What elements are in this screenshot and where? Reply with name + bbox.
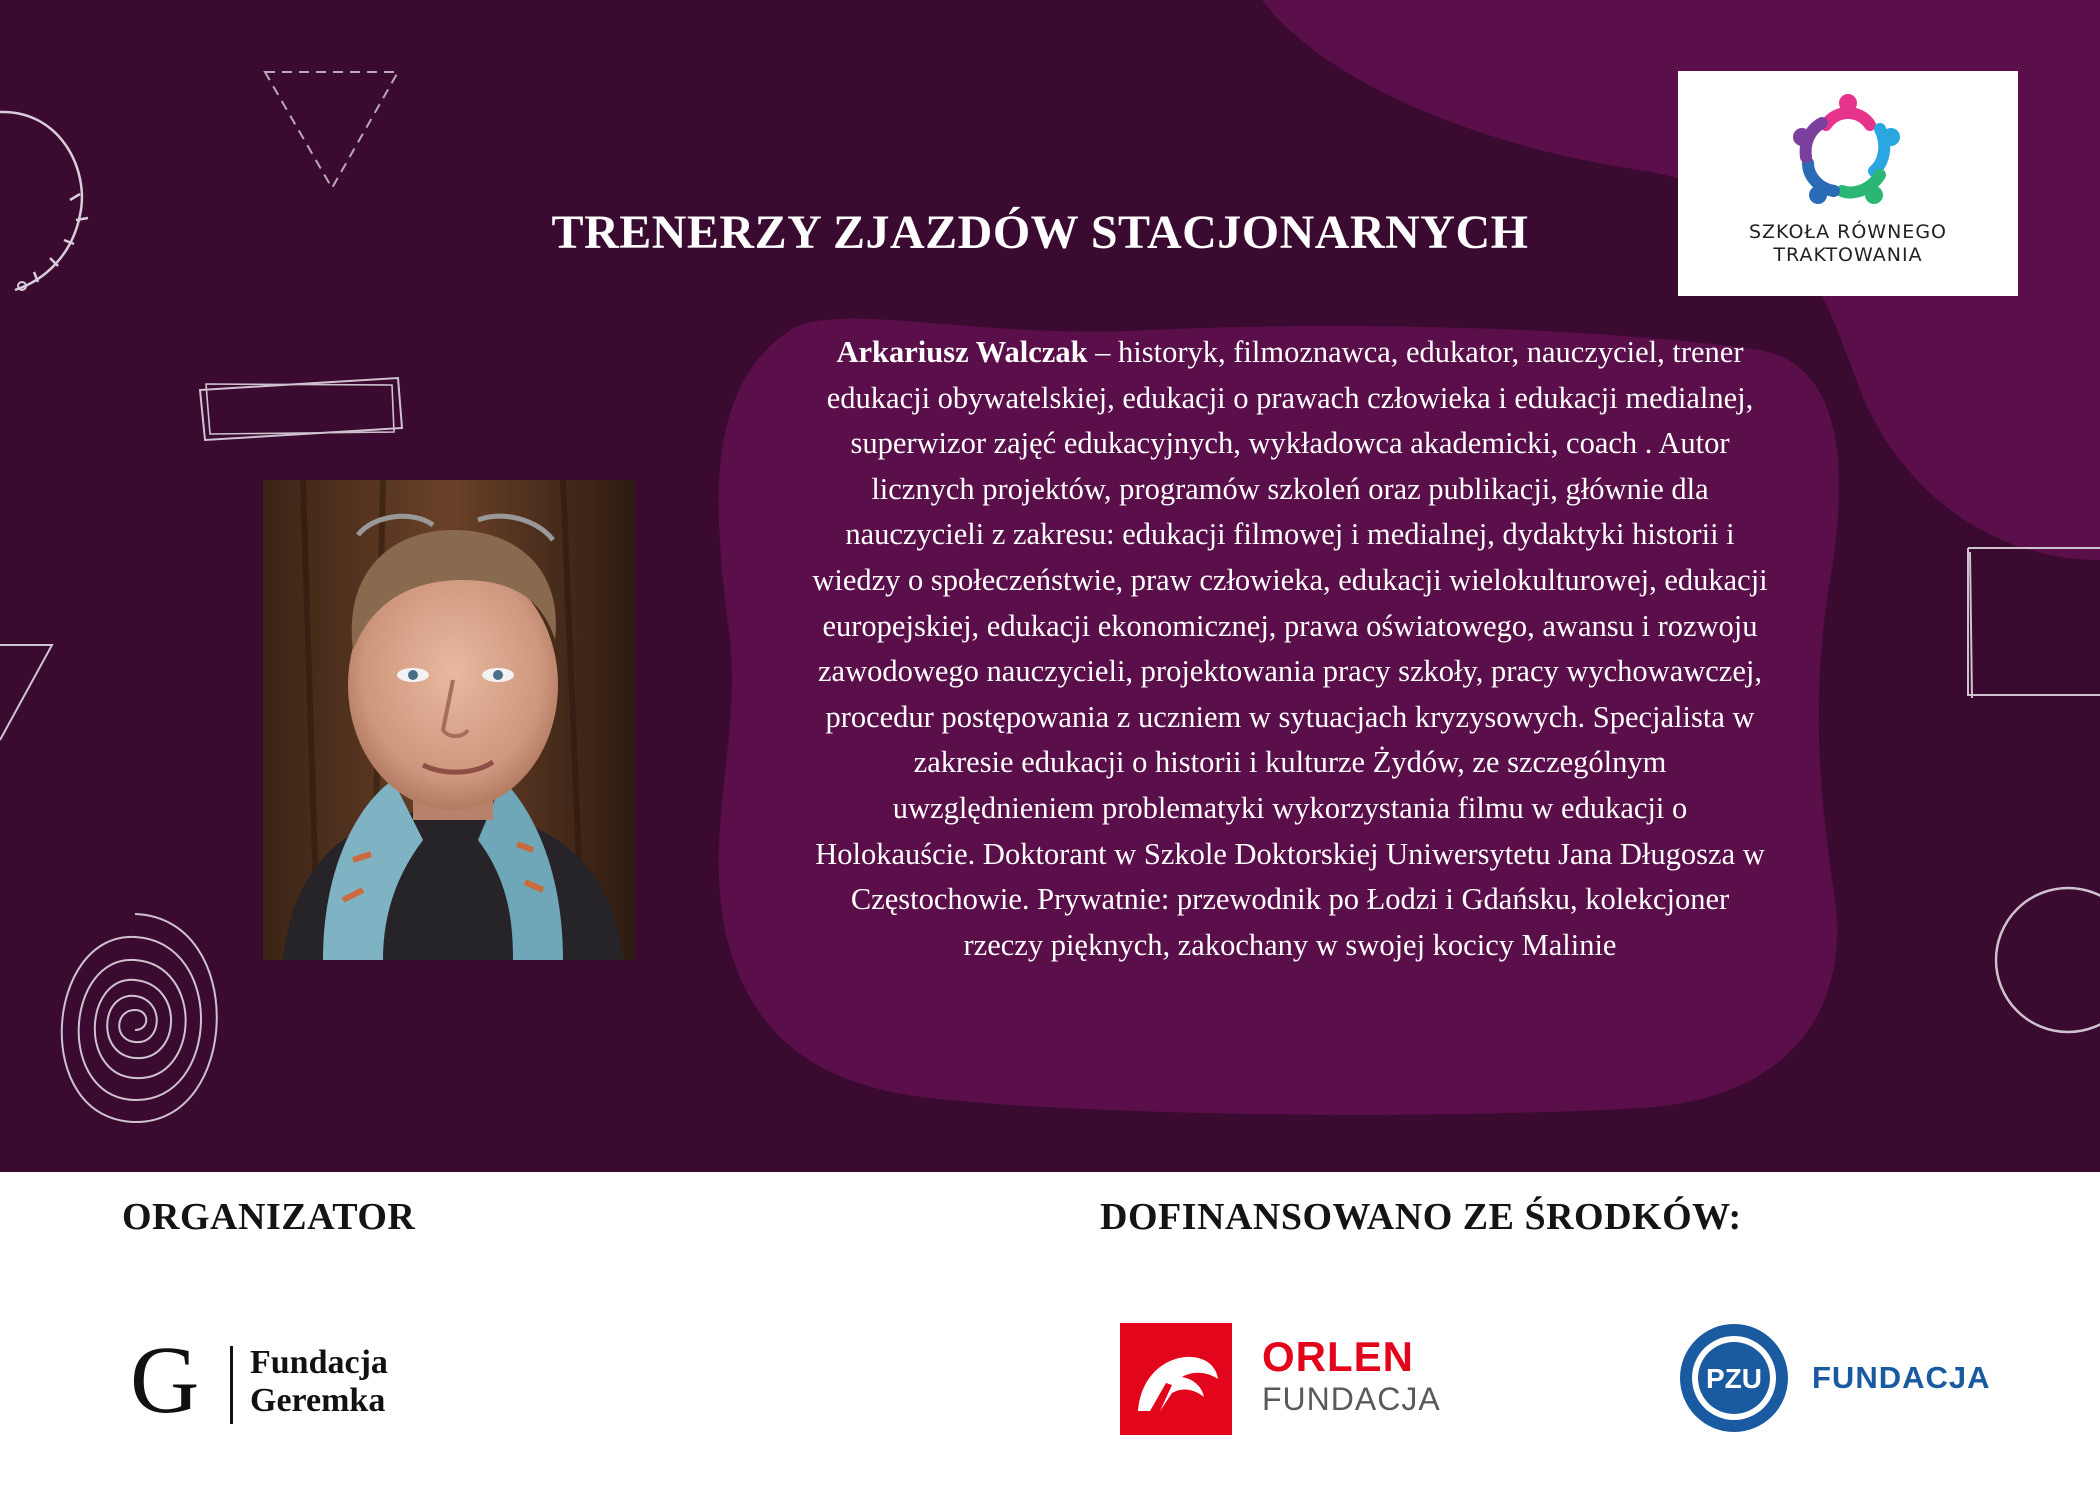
- geremka-line-1: Fundacja: [250, 1344, 388, 1381]
- orlen-word: ORLEN: [1262, 1333, 1414, 1380]
- pzu-circle-icon: [1678, 1322, 1790, 1434]
- orlen-eagle-icon: [1120, 1323, 1232, 1435]
- people-circle-icon: [1788, 91, 1908, 211]
- logo-line-1: SZKOŁA RÓWNEGO: [1748, 221, 1947, 243]
- szkola-rownego-traktowania-logo: [1678, 71, 2018, 296]
- logo-line-2: TRAKTOWANIA: [1773, 244, 1923, 266]
- trainer-bio: [810, 330, 1770, 968]
- orlen-fundacja-word: FUNDACJA: [1262, 1381, 1441, 1417]
- funding-label: DOFINANSOWANO ZE ŚRODKÓW:: [1100, 1196, 1742, 1238]
- pzu-fundacja-word: FUNDACJA: [1812, 1360, 1991, 1395]
- page-title: TRENERZY ZJAZDÓW STACJONARNYCH: [551, 206, 1529, 259]
- trainer-name: Arkariusz Walczak: [836, 335, 1088, 369]
- logo-divider: [230, 1346, 233, 1424]
- trainer-bio-text: – historyk, filmoznawca, edukator, nauczyciel, trener edukacji obywatelskiej, edukacji o prawach człowieka i edukacji medialnej, superwizor zajęć edukacyjnych, wykładowca akademicki, coach . Autor licznych projektów, programów szkoleń oraz publikacji, głównie dla nauczycieli z zakresu: edukacji filmowej i medialnej, dydaktyki historii i wiedzy o społeczeństwie, praw człowieka, edukacji wielokulturowej, edukacji europejskiej, edukacji ekonomicznej, prawa oświatowego, awansu i rozwoju zawodowego nauczycieli, projektowania pracy szkoły, pracy wychowawczej, procedur postępowania z uczniem w sytuacjach kryzysowych. Specjalista w zakresie edukacji o historii i kulturze Żydów, ze szczególnym uwzględnieniem problematyki wykorzystania filmu w edukacji o Holokauście. Doktorant w Szkole Doktorskiej Uniwersytetu Jana Długosza w Częstochowie. Prywatnie: przewodnik po Łodzi i Gdańsku, kolekcjoner rzeczy pięknych, zakochany w swojej kocicy Malinie: [812, 335, 1768, 962]
- geremka-name: [250, 1344, 388, 1420]
- geremka-g-icon: G: [130, 1326, 200, 1433]
- geremka-line-2: Geremka: [250, 1382, 386, 1419]
- portrait-photo-icon: [263, 480, 635, 960]
- orlen-fundacja-logo: [1120, 1323, 1450, 1437]
- pzu-fundacja-logo: [1678, 1322, 1991, 1438]
- trainer-photo: [263, 480, 635, 960]
- pzu-badge-text: PZU: [1706, 1363, 1762, 1394]
- logo-text: [1678, 221, 2018, 267]
- organizer-label: ORGANIZATOR: [122, 1196, 416, 1238]
- fundacja-geremka-logo: [130, 1326, 450, 1433]
